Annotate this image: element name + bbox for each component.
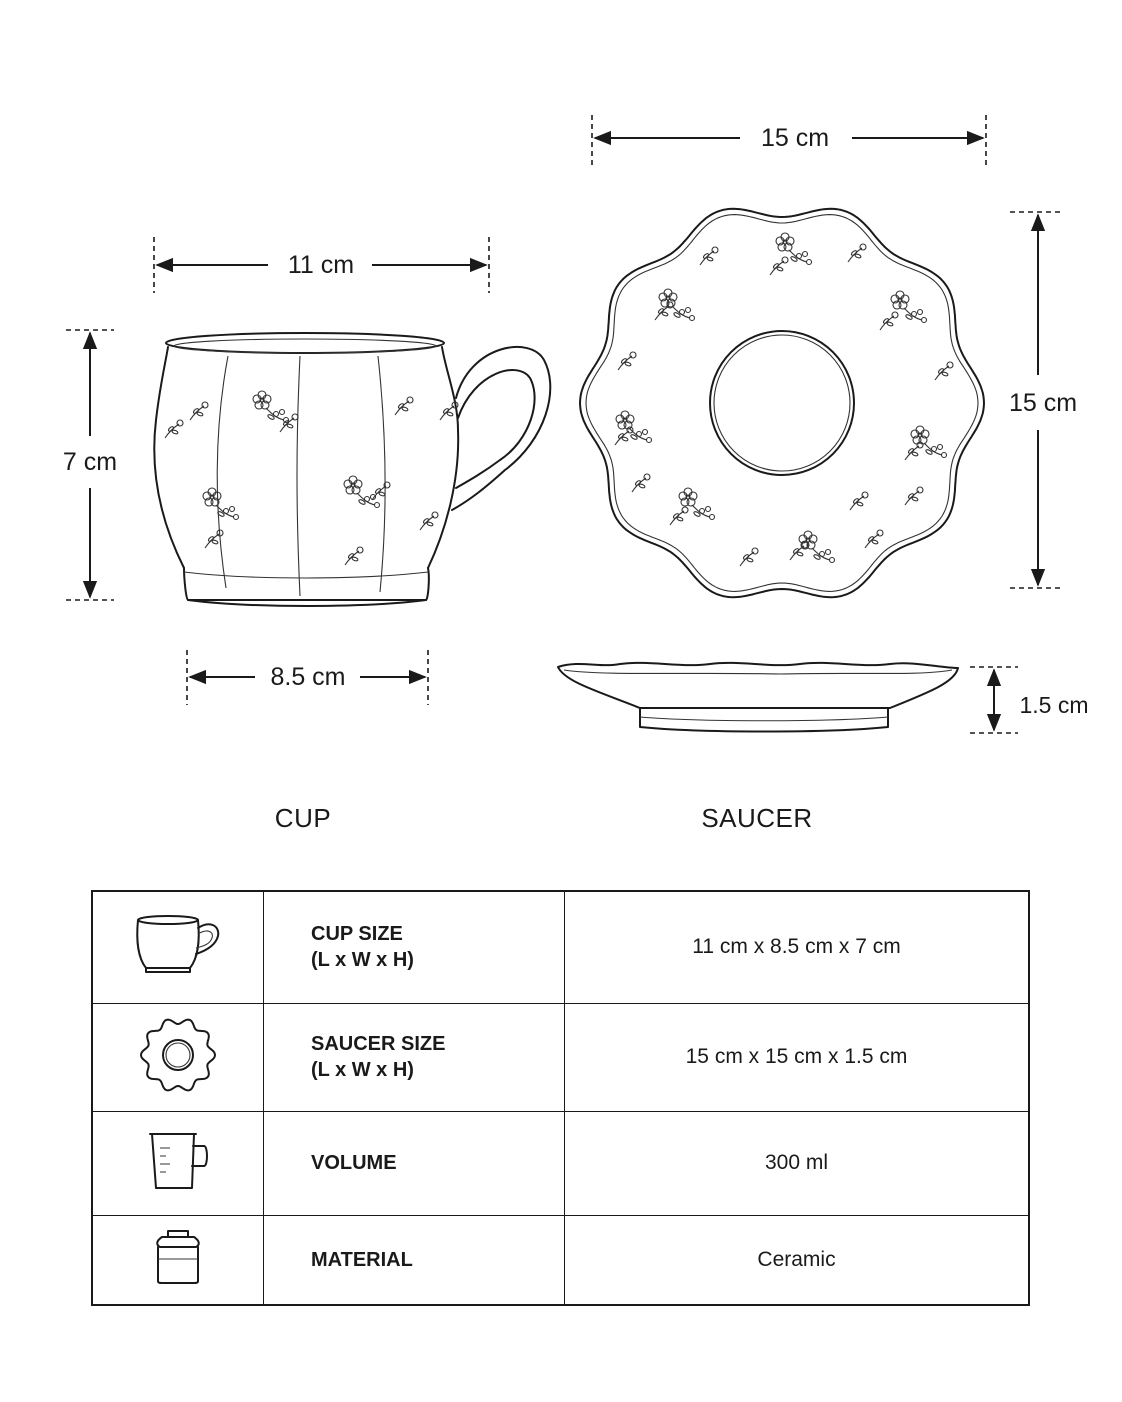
icon-cell — [92, 891, 264, 1003]
row-label: VOLUME — [311, 1152, 397, 1174]
cup-icon — [128, 910, 228, 980]
spec-table — [91, 890, 1030, 1306]
row-label: SAUCER SIZE — [311, 1033, 446, 1055]
cup-caption: CUP — [274, 803, 332, 833]
table-row — [92, 1215, 1029, 1305]
row-value: 300 ml — [565, 1111, 1030, 1215]
cup-height-label: 7 cm — [62, 448, 118, 476]
cup-width-label: 8.5 cm — [270, 663, 346, 691]
table-row — [92, 891, 1029, 1003]
saucer-caption: SAUCER — [701, 803, 813, 833]
row-sublabel: (L x W x H) — [311, 1059, 414, 1081]
label-cell — [264, 1215, 565, 1305]
label-cell — [264, 891, 565, 1003]
saucer-top-drawing — [580, 209, 984, 597]
label-cell — [264, 1003, 565, 1111]
cup-length-label: 11 cm — [287, 251, 355, 279]
table-row — [92, 1003, 1029, 1111]
row-sublabel: (L x W x H) — [311, 949, 414, 972]
saucer-width-label: 15 cm — [1008, 389, 1078, 417]
jar-icon — [138, 1225, 218, 1289]
table-row — [92, 1111, 1029, 1215]
icon-cell — [92, 1111, 264, 1215]
saucer-icon — [128, 1015, 228, 1095]
row-label: MATERIAL — [311, 1248, 413, 1271]
saucer-side-drawing — [558, 663, 958, 732]
row-label: CUP SIZE — [311, 923, 403, 946]
measuring-cup-icon — [138, 1126, 218, 1196]
label-cell — [264, 1111, 565, 1215]
dimension-lines — [66, 115, 1062, 733]
icon-cell — [92, 1215, 264, 1305]
cup-drawing — [154, 333, 550, 606]
row-value: Ceramic — [565, 1215, 1030, 1305]
saucer-length-label: 15 cm — [760, 124, 830, 152]
row-value: 15 cm x 15 cm x 1.5 cm — [565, 1003, 1030, 1111]
row-value: 11 cm x 8.5 cm x 7 cm — [565, 891, 1030, 1003]
saucer-height-label: 1.5 cm — [1019, 692, 1089, 718]
icon-cell — [92, 1003, 264, 1111]
